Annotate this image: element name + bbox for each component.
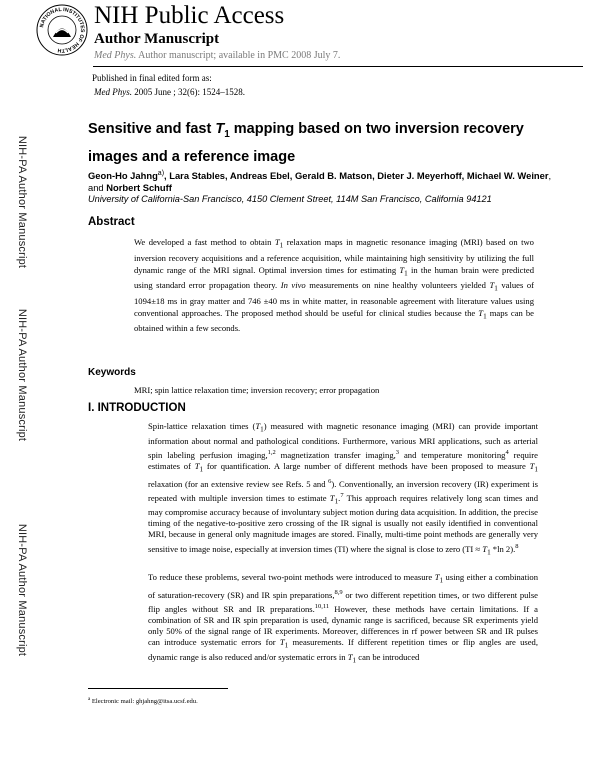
citation-details: 2005 June ; 32(6): 1524–1528. [134, 87, 245, 97]
svg-text:NATIONAL INSTITUTES OF HEALTH: NATIONAL INSTITUTES OF HEALTH [39, 6, 86, 54]
author-list: Geon-Ho Jahng$^{a)}$, Lara Stables, Andreas Ebel, Gerald B. Matson, Dieter J. Meyerhoff, Michael W. Weiner, and Norbert Schuff [88, 170, 552, 194]
side-label-top: NIH-PA Author Manuscript [16, 135, 28, 269]
intro-paragraph-2: To reduce these problems, several two-point methods were introduced to measure $T_1$ using either a combination of saturation-recovery (SR) and IR spin preparations,$^{8,9}$ or two different repetition times, or two different pulse flip angles without SR and IR preparations.$^{10,11}$ However, these methods have certain limitations. If a combination of SR and IR spin preparation is used, dynamic range is sacrificed, because SR experiments yield only 50% of the signal range of IR experiments. Moreover, differences in rf power between SR and IR pulses can introduce systematic errors for $T_1$ measurements. If different repetition times or flip angles are used, dynamic range is also reduced and/or systematic errors in $T_1$ can be introduced [148, 572, 538, 665]
accepted-note-text: Author manuscript; available in PMC 2008 July 7. [138, 50, 341, 61]
keywords-heading: Keywords [88, 367, 136, 378]
accepted-note [94, 49, 340, 62]
introduction-heading: I. INTRODUCTION [88, 402, 186, 414]
keywords-list: MRI; spin lattice relaxation time; inversion recovery; error propagation [134, 385, 380, 395]
published-label: Published in final edited form as: [92, 73, 212, 83]
journal-short: Med Phys. [94, 50, 137, 61]
nih-logo [36, 4, 88, 56]
document-type: Author Manuscript [94, 31, 220, 47]
side-label-middle: NIH-PA Author Manuscript [16, 308, 28, 442]
header-rule [93, 66, 583, 67]
affiliation: University of California-San Francisco, 4150 Clement Street, 114M San Francisco, California 94121 [88, 194, 492, 204]
citation [94, 86, 245, 98]
side-label-bottom: NIH-PA Author Manuscript [16, 523, 28, 657]
footnote-rule [88, 688, 228, 689]
abstract-heading: Abstract [88, 216, 135, 228]
footnote: $^a$ Electronic mail: ghjahng@itsa.ucsf.edu. [88, 697, 198, 706]
intro-paragraph-1: Spin-lattice relaxation times $(T_1)$ measured with magnetic resonance imaging (MRI) can provide important information about normal and pathological conditions. Furthermore, various MRI applications, such as arterial spin labeling perfusion imaging,$^{1,2}$ magnetization transfer imaging,$^3$ and temperature monitoring$^4$ require estimates of $T_1$ for quantification. A large number of different methods have been proposed to measure $T_1$ relaxation (for an extensive review see Refs. 5 and $^6$). Conventionally, an inversion recovery (IR) experiment is repeated with multiple inversion times to estimate $T_1.^7$ This approach requires relatively long scan times and may compromise accuracy because of involuntary subject motion during data acquisition. In addition, the precise timing of the negative-to-positive zero crossing of the IR signal is usually not easily identified in conventional MRI, because in general only magnitude images are stored. Finally, multi-time point methods are generally very sensitive to image noise, especially at inversion times (TI) where the signal is close to zero ($TI \approx T_1$ *ln 2).$^8$ [148, 421, 539, 557]
abstract-body: We developed a fast method to obtain $T_1$ relaxation maps in magnetic resonance imaging (MRI) based on two inversion recovery acquisitions and a reference acquisition, while maintaining high sensitivity by utilizing the full dynamic range of the MRI signal. Optimal inversion times for estimating $T_1$ in the human brain were predicted using standard error propagation theory. In vivo measurements on nine healthy volunteers yielded $T_1$ values of 1094±18 ms in gray matter and 746 ±40 ms in white matter, in reasonable agreement with literature values using conventional approaches. The proposed method should be useful for clinical studies because the $T_1$ maps can be obtained within a few seconds. [134, 237, 534, 334]
citation-journal: Med Phys. [94, 87, 132, 97]
paper-title: Sensitive and fast $T_1$ mapping based on two inversion recovery images and a reference image [88, 121, 524, 165]
site-title: NIH Public Access [94, 2, 285, 29]
